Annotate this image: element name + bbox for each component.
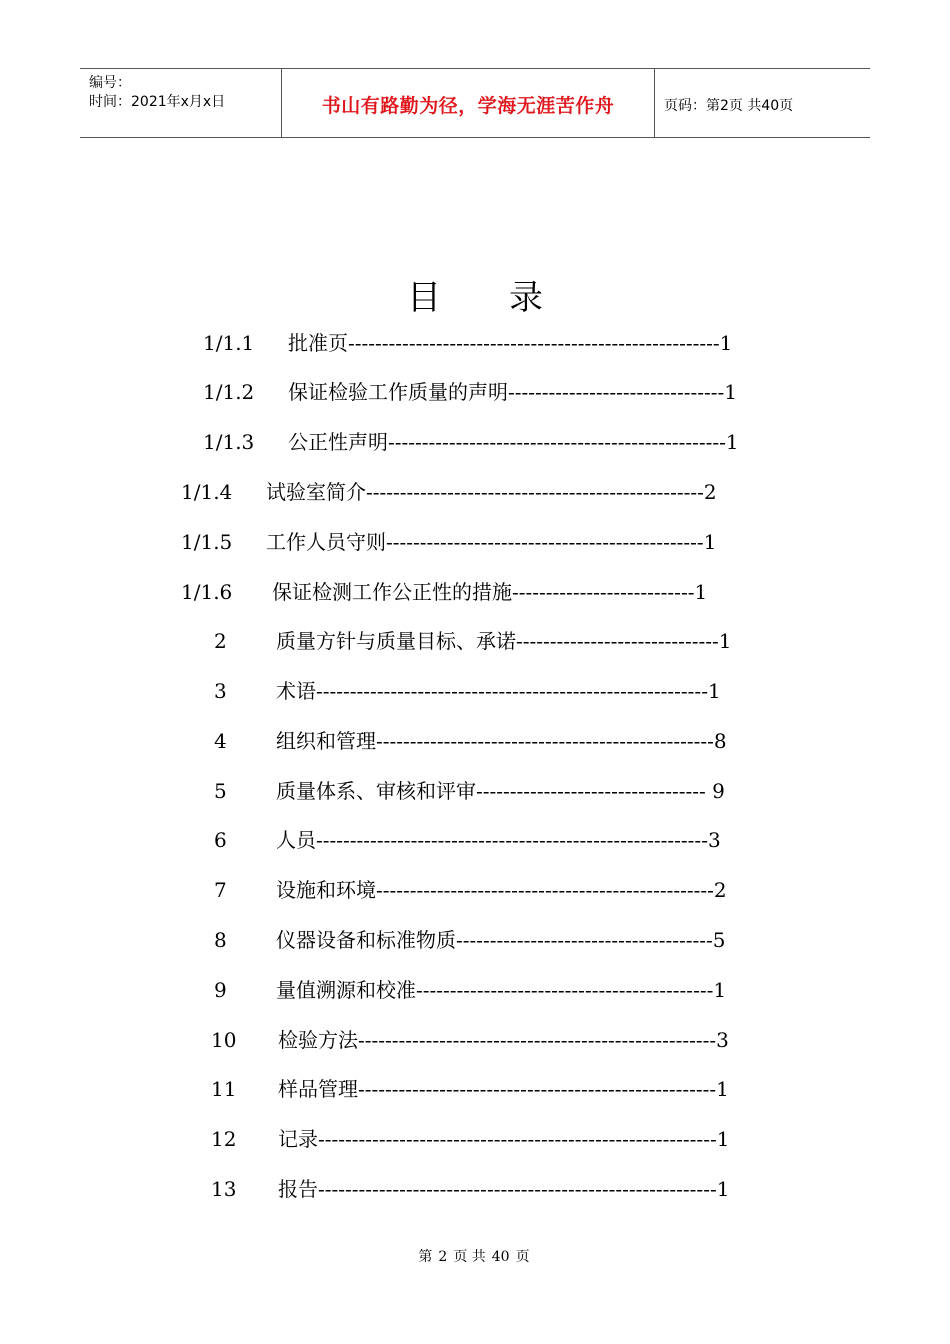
toc-number: 10 <box>211 1028 237 1052</box>
footer-suffix: 页 <box>515 1249 530 1265</box>
toc-number: 1/1.4 <box>181 480 233 504</box>
toc-number: 9 <box>214 978 227 1002</box>
motto: 书山有路勤为径，学海无涯苦作舟 <box>321 95 615 117</box>
toc-text: 质量方针与质量目标、承诺------------------------------1 <box>276 629 732 653</box>
toc-text: 报告-----------------------------------------------------------1 <box>278 1177 730 1201</box>
page-header <box>80 68 870 138</box>
header-page-cell <box>655 69 870 137</box>
page-info: 页码：第2页 共40页 <box>664 98 794 114</box>
toc-number: 5 <box>214 779 227 803</box>
toc-number: 12 <box>211 1127 237 1151</box>
toc-number: 13 <box>211 1177 237 1201</box>
toc-number: 2 <box>214 629 227 653</box>
toc-text: 公正性声明--------------------------------------------------1 <box>288 430 739 454</box>
toc-number: 1/1.6 <box>181 580 233 604</box>
footer-total-pages: 40 <box>491 1249 510 1265</box>
footer-prefix: 第 <box>418 1249 433 1265</box>
toc-number: 8 <box>214 928 227 952</box>
title-char-2: 录 <box>509 278 543 318</box>
toc-text: 质量体系、审核和评审---------------------------------- 9 <box>276 779 725 803</box>
time-label: 时间：2021年x月x日 <box>89 94 226 110</box>
toc-number: 7 <box>214 878 227 902</box>
toc-text: 记录-----------------------------------------------------------1 <box>278 1127 730 1151</box>
toc-number: 3 <box>214 679 227 703</box>
toc-number: 1/1.5 <box>181 530 233 554</box>
number-label: 编号： <box>89 75 131 91</box>
toc-number: 1/1.3 <box>203 430 255 454</box>
toc-text: 组织和管理--------------------------------------------------8 <box>276 729 727 753</box>
toc-text: 设施和环境--------------------------------------------------2 <box>276 878 727 902</box>
toc-text: 批准页-------------------------------------------------------1 <box>288 331 733 355</box>
footer-mid: 页 共 <box>453 1249 486 1265</box>
toc-number: 1/1.1 <box>203 331 255 355</box>
footer-page-number: 2 <box>438 1249 448 1265</box>
toc-number: 1/1.2 <box>203 380 255 404</box>
toc-number: 11 <box>211 1077 237 1101</box>
header-motto-cell <box>282 69 655 137</box>
toc-text: 保证检验工作质量的声明--------------------------------1 <box>288 380 737 404</box>
toc-text: 仪器设备和标准物质--------------------------------------5 <box>276 928 726 952</box>
header-meta-cell <box>80 69 282 137</box>
toc-number: 6 <box>214 828 227 852</box>
page-title <box>0 270 950 319</box>
toc-text: 工作人员守则-----------------------------------------------1 <box>266 530 717 554</box>
toc-text: 保证检测工作公正性的措施---------------------------1 <box>272 580 708 604</box>
toc-number: 4 <box>214 729 227 753</box>
toc-text: 量值溯源和校准--------------------------------------------1 <box>276 978 727 1002</box>
toc-text: 术语----------------------------------------------------------1 <box>276 679 721 703</box>
toc-text: 人员----------------------------------------------------------3 <box>276 828 721 852</box>
toc-text: 样品管理-----------------------------------------------------1 <box>278 1077 729 1101</box>
toc-text: 检验方法-----------------------------------------------------3 <box>278 1028 729 1052</box>
page-footer <box>0 1246 949 1266</box>
toc-text: 试验室简介--------------------------------------------------2 <box>266 480 717 504</box>
title-char-1: 目 <box>407 278 441 318</box>
